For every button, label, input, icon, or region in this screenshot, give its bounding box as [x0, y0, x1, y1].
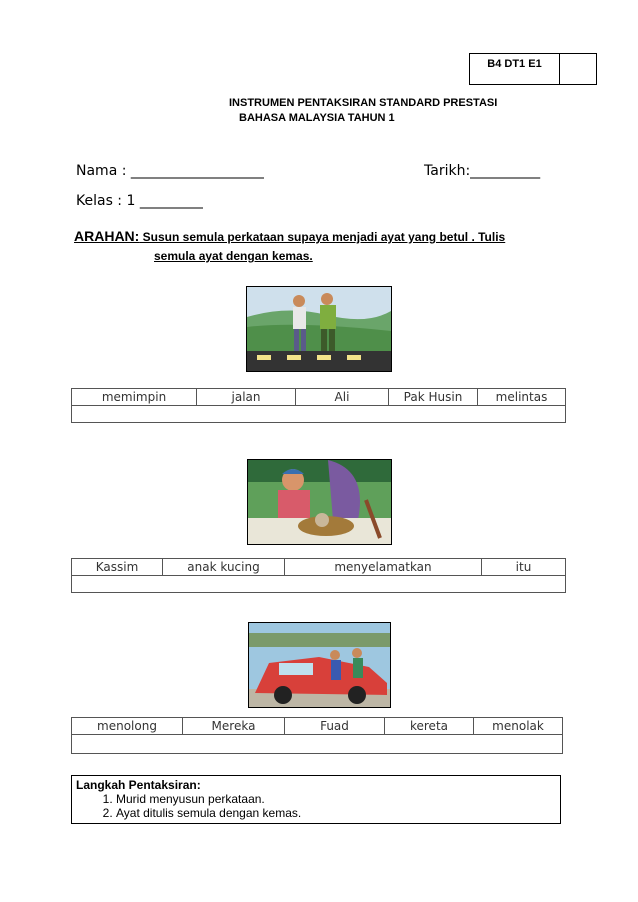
code-label: B4 DT1 E1 — [470, 54, 560, 84]
assessment-steps-list — [76, 792, 556, 820]
assessment-steps-box — [71, 775, 561, 824]
word-table-1 — [71, 388, 566, 423]
word-card[interactable]: itu — [482, 559, 566, 576]
word-card[interactable]: Ali — [296, 389, 389, 406]
instruction-line2: semula ayat dengan kemas. — [154, 249, 313, 263]
word-card[interactable]: melintas — [478, 389, 566, 406]
word-card[interactable]: menolak — [474, 718, 563, 735]
word-card[interactable]: kereta — [385, 718, 474, 735]
answer-line[interactable] — [72, 406, 566, 423]
word-card[interactable]: anak kucing — [163, 559, 285, 576]
instruction-line1: Susun semula perkataan supaya menjadi ayat yang betul . Tulis — [139, 230, 506, 244]
kelas-field[interactable]: Kelas : 1 _________ — [76, 193, 203, 209]
word-card[interactable]: Mereka — [183, 718, 285, 735]
tarikh-field[interactable]: Tarikh:__________ — [424, 163, 541, 179]
word-table-3 — [71, 717, 563, 754]
assessment-step: 2. Ayat ditulis semula dengan kemas. — [116, 806, 556, 820]
pushing-car-illustration — [249, 623, 390, 707]
word-card[interactable]: Pak Husin — [389, 389, 478, 406]
kassim-cat-illustration — [248, 460, 391, 544]
instruction-label: ARAHAN: — [74, 228, 140, 244]
word-card[interactable]: jalan — [197, 389, 296, 406]
word-card[interactable]: Fuad — [285, 718, 385, 735]
word-card[interactable]: memimpin — [72, 389, 197, 406]
code-empty-cell — [560, 54, 596, 84]
title-line1: INSTRUMEN PENTAKSIRAN STANDARD PRESTASI — [229, 97, 498, 109]
word-card[interactable]: Kassim — [72, 559, 163, 576]
title-line2: BAHASA MALAYSIA TAHUN 1 — [239, 112, 395, 124]
instruction — [74, 228, 506, 263]
answer-line[interactable] — [72, 735, 563, 754]
assessment-step: 1. Murid menyusun perkataan. — [116, 792, 556, 806]
word-card[interactable]: menolong — [72, 718, 183, 735]
assessment-steps-heading: Langkah Pentaksiran: — [76, 778, 201, 792]
word-table-2 — [71, 558, 566, 593]
word-card[interactable]: menyelamatkan — [285, 559, 482, 576]
answer-line[interactable] — [72, 576, 566, 593]
nama-field[interactable]: Nama : ___________________ — [76, 163, 264, 179]
code-box — [469, 53, 597, 85]
picture-pushing-car — [248, 622, 391, 708]
crossing-illustration — [247, 287, 391, 371]
picture-crossing — [246, 286, 392, 372]
picture-kassim-cat — [247, 459, 392, 545]
